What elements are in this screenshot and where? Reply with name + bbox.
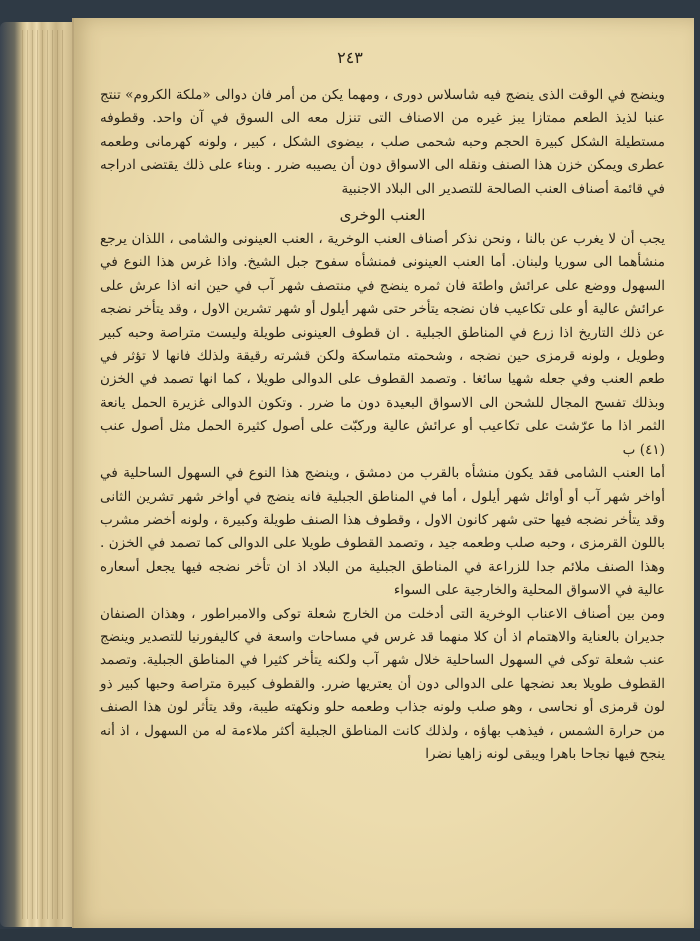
paragraph-queen-of-vineyards: وينضج في الوقت الذى ينضج فيه شاسلاس دورى ، ومهما يكن من أمر فان دوالى «ملكة الكروم» تنتج عنبا لذيذ الطعم ممتازا يبز غيره من الاصناف التى تنزل معه الى السوق في آن واحد. وقطوفه مستطيلة الشكل كبيرة الحجم وحبه شحمى صلب ، بيضوى الشكل ، كبير ، ولونه كهرمانى وطعمه عطرى ويمكن خزن هذا الصنف ونقله الى الاسواق دون أن يصيبه ضرر . وبناء على ذلك يقتضى ادراجه في قائمة أصناف العنب الصالحة للتصدير الى البلاد الاجنبية (100, 87, 665, 197)
scan-bottom-edge (0, 929, 700, 941)
page-text (100, 84, 665, 766)
paragraph-aynouni-grape: يجب أن لا يغرب عن بالنا ، ونحن نذكر أصناف العنب الوخرية ، العنب العينونى والشامى ، اللذان يرجع منشأهما الى سوريا ولبنان. أما العنب العينونى فمنشأه سفوح جبل الشيخ. واذا غرس هذا النوع في السهول ووضع على عرائش واطئة فان ثمره ينضج في منتصف شهر آب في حين انه اذا عرش على عرائش عالية أو على تكاعيب فان نضجه يتأخر حتى شهر أيلول أو شهر تشرين الاول ، وقد يتأخر نضجه عن ذلك التاريخ اذا زرع في المناطق الجبلية . ان قطوف العينونى طويلة وليست متراصة وحبه كبير وطويل ، ولونه قرمزى حين نضجه ، وشحمته متماسكة ولكن قشرته رقيقة ولذلك فانها لا تؤثر في طعم العنب وفي جعله شهيا سائغا . وتصمد القطوف على الدوالى طويلا ، كما انها تصمد في الخزن وبذلك تفسح المجال للشحن الى الاسواق البعيدة دون ما ضرر . وتكون الدوالى غزيرة الحمل يانعة الثمر اذا ما عرّشت على تكاعيب أو عرائش عالية وركبّت على أصول كثيرة الحمل مثل أصول عنب (٤١) ب (100, 231, 665, 458)
book-page-edges (0, 22, 80, 927)
page-number: ٢٤٣ (337, 48, 363, 67)
paragraph-shami-grape: أما العنب الشامى فقد يكون منشأه بالقرب من دمشق ، وينضج هذا النوع في السهول الساحلية في أواخر شهر آب أو أوائل شهر أيلول ، أما في المناطق الجبلية فانه ينضج في أواخر شهر تشرين الثانى وقد يتأخر نضجه فيها حتى شهر كانون الاول ، وقطوف هذا الصنف طويلة وكبيرة ، ولونه أخضر مشرب باللون القرمزى ، وحبه صلب وطعمه جيد ، وتصمد القطوف طويلا على الدوالى كما تصمد في الخزن . وهذا الصنف ملائم جدا للزراعة في المناطق الجبلية من البلاد اذ ان تأخر نضجه فيها يجعل أسعاره عالية في الاسواق المحلية والخارجية على السواء (100, 465, 665, 599)
section-heading: العنب الوخرى (339, 206, 426, 225)
paragraph-imported-varieties: ومن بين أصناف الاعناب الوخرية التى أدخلت من الخارج شعلة توكى والامبراطور ، وهذان الصنفان جديران بالعناية والاهتمام اذ أن كلا منهما قد غرس في مساحات واسعة في كاليفورنيا للتصدير وينضج عنب شعلة توكى في السهول الساحلية خلال شهر آب ولكنه يتأخر كثيرا في المناطق الجبلية. وتصمد القطوف طويلا بعد نضجها على الدوالى دون أن يعتريها ضرر. والقطوف كبيرة متراصة وحبها كبير ذو لون قرمزى أو نحاسى ، وهو صلب ولونه جذاب وطعمه حلو ونكهته طيبة، وقد يتأثر لون هذا الصنف من حرارة الشمس ، فيذهب بهاؤه ، ولذلك كانت المناطق الجبلية أكثر ملاءمة له من السهول ، اذ أنه ينجح فيها نجاحا باهرا ويبقى لونه زاهيا نضرا (100, 605, 665, 762)
